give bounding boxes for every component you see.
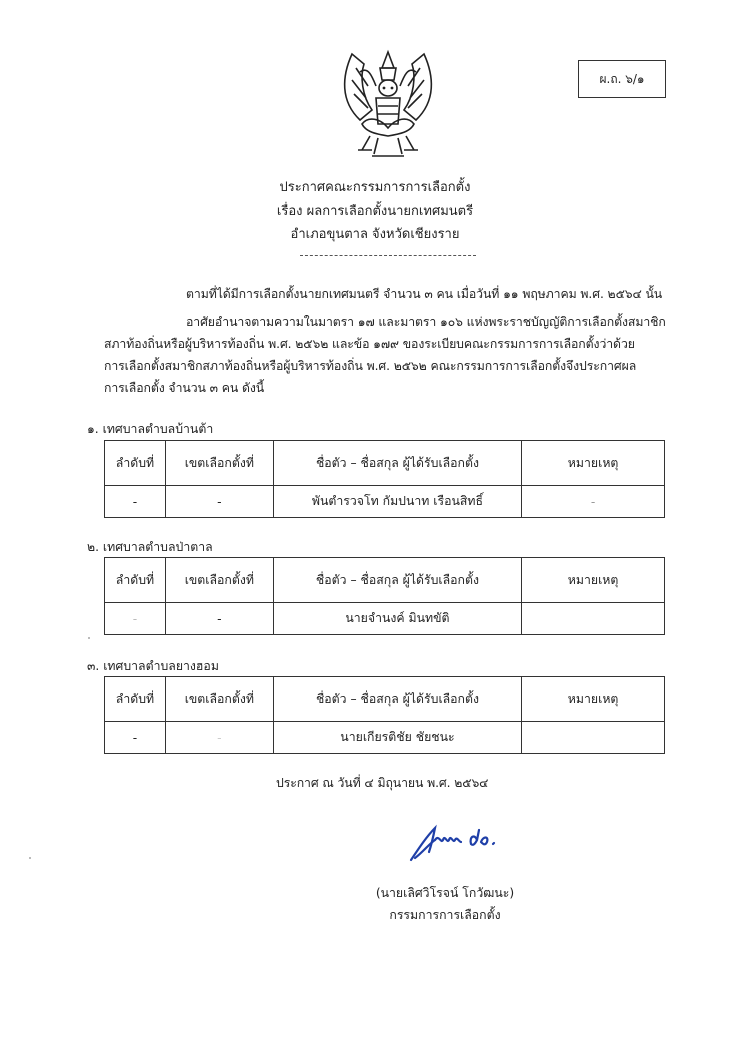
header-district: เขตเลือกตั้งที่ — [165, 441, 273, 486]
cell-order: - — [105, 722, 166, 754]
signer-position: กรรมการการเลือกตั้ง — [389, 908, 501, 922]
subject-line: เรื่อง ผลการเลือกตั้งนายกเทศมนตรี — [276, 204, 474, 219]
header-name: ชื่อตัว – ชื่อสกุล ผู้ได้รับเลือกตั้ง — [273, 558, 521, 603]
cell-district: - — [165, 486, 273, 518]
table-header-row — [105, 441, 665, 486]
table-header-row — [105, 677, 665, 722]
announcement-heading: ประกาศคณะกรรมการการเลือกตั้ง — [279, 180, 471, 195]
intro-paragraph-2-line-3: การเลือกตั้งสมาชิกสภาท้องถิ่นหรือผู้บริหารท้องถิ่น พ.ศ. ๒๕๖๒ คณะกรรมการการเลือกตั้งจึงประกาศผล — [104, 359, 637, 373]
table-row — [105, 722, 665, 754]
district-line: อำเภอขุนตาล จังหวัดเชียงราย — [290, 227, 460, 242]
cell-district: - — [165, 722, 273, 754]
cell-name: พันตำรวจโท กัมปนาท เรือนสิทธิ์ — [273, 486, 522, 518]
intro-paragraph-2-line-2: สภาท้องถิ่นหรือผู้บริหารท้องถิ่น พ.ศ. ๒๕๖๒ และข้อ ๑๗๙ ของระเบียบคณะกรรมการการเลือกตั้งว่าด้วย — [104, 337, 635, 351]
intro-paragraph-2-line-1: อาศัยอำนาจตามความในมาตรา ๑๗ และมาตรา ๑๐๖ แห่งพระราชบัญญัติการเลือกตั้งสมาชิก — [186, 315, 666, 329]
section-title: ๑. เทศบาลตำบลบ้านต้า — [87, 422, 214, 436]
table-row — [105, 603, 665, 635]
header-name: ชื่อตัว – ชื่อสกุล ผู้ได้รับเลือกตั้ง — [273, 677, 522, 722]
header-district: เขตเลือกตั้งที่ — [165, 558, 273, 603]
section-title: ๓. เทศบาลตำบลยางฮอม — [87, 659, 219, 673]
header-order: ลำดับที่ — [105, 677, 166, 722]
announcement-date: ประกาศ ณ วันที่ ๔ มิถุนายน พ.ศ. ๒๕๖๔ — [276, 776, 489, 790]
section-title: ๒. เทศบาลตำบลป่าตาล — [87, 540, 213, 554]
header-remark: หมายเหตุ — [522, 558, 665, 603]
header-remark: หมายเหตุ — [522, 677, 665, 722]
garuda-emblem-icon — [332, 46, 444, 162]
form-code-box — [578, 60, 666, 98]
intro-paragraph-1: ตามที่ได้มีการเลือกตั้งนายกเทศมนตรี จำนวน ๓ คน เมื่อวันที่ ๑๑ พฤษภาคม พ.ศ. ๒๕๖๔ นั้น — [186, 287, 663, 301]
cell-order: - — [105, 603, 166, 635]
cell-remark: - — [522, 486, 665, 518]
header-order: ลำดับที่ — [105, 441, 166, 486]
cell-remark — [522, 603, 665, 635]
cell-name: นายจำนงค์ มินทขัติ — [273, 603, 521, 635]
cell-name: นายเกียรติชัย ชัยชนะ — [273, 722, 522, 754]
results-table — [104, 440, 665, 518]
scan-speck — [29, 857, 31, 859]
form-code: ผ.ถ. ๖/๑ — [599, 71, 645, 86]
intro-paragraph-2-line-4: การเลือกตั้ง จำนวน ๓ คน ดังนี้ — [104, 381, 265, 395]
header-district: เขตเลือกตั้งที่ — [165, 677, 273, 722]
results-table — [104, 557, 665, 635]
table-row — [105, 486, 665, 518]
header-name: ชื่อตัว – ชื่อสกุล ผู้ได้รับเลือกตั้ง — [273, 441, 522, 486]
scan-speck — [88, 637, 90, 639]
signer-name: (นายเลิศวิโรจน์ โกวัฒนะ) — [375, 886, 515, 900]
divider — [300, 255, 476, 256]
cell-remark — [522, 722, 665, 754]
cell-order: - — [105, 486, 166, 518]
cell-district: - — [165, 603, 273, 635]
results-table — [104, 676, 665, 754]
signature-image — [405, 822, 515, 864]
table-header-row — [105, 558, 665, 603]
header-remark: หมายเหตุ — [522, 441, 665, 486]
header-order: ลำดับที่ — [105, 558, 166, 603]
